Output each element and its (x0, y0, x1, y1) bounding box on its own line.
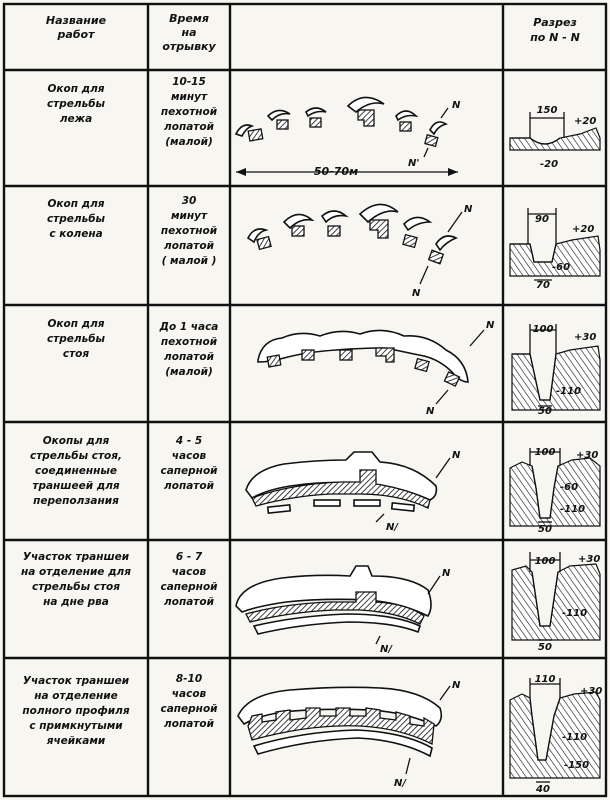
row3-name-line-3: стоя (62, 348, 90, 360)
row2-time-line-1: 30 (181, 195, 197, 207)
row6-dim-depth-1: -110 (562, 732, 588, 743)
row6-time-line-2: часов (171, 688, 207, 700)
row1-time-line-3: пехотной (160, 106, 218, 118)
row6-section (510, 674, 602, 795)
row4-dim-width: 100 (534, 447, 556, 458)
row5-name-line-3: стрельбы стоя (31, 581, 121, 593)
row4-plan (246, 450, 461, 533)
row1-n-label: N (452, 100, 461, 111)
row6-dim-parapet: +30 (580, 686, 603, 697)
row4-dim-bottom: 50 (538, 524, 552, 535)
row3-time-line-3: лопатой (164, 351, 214, 363)
row6-plan (238, 680, 461, 789)
header-section-line-2: по N - N (530, 31, 580, 44)
row6-dim-depth-2: -150 (564, 760, 590, 771)
row1-time-line-5: (малой) (165, 136, 213, 148)
header-time-line-2: на (181, 26, 197, 39)
row5-time-line-4: лопатой (164, 596, 214, 608)
row5-name-line-2: на отделение для (20, 566, 132, 578)
row6-name-line-3: полного профиля (22, 705, 130, 717)
row5-time-line-3: саперной (160, 581, 218, 593)
row5-dim-parapet: +30 (578, 554, 601, 565)
row1-dim-depth: -20 (540, 159, 559, 170)
row3-n2-label: N (426, 406, 435, 417)
row2-time-line-2: минут (170, 210, 208, 222)
row5-plan (236, 566, 451, 655)
row3-dim-parapet: +30 (574, 332, 597, 343)
row3-plan (258, 320, 495, 417)
row2-n1-label: N (464, 204, 473, 215)
row5-name-line-1: Участок траншеи (22, 551, 130, 563)
row4-time-line-4: лопатой (164, 480, 214, 492)
row5-dim-depth: -110 (562, 608, 588, 619)
row1-dim-parapet: +20 (574, 116, 597, 127)
row2-name-line-1: Окоп для (47, 198, 105, 210)
row1-section (510, 105, 600, 170)
row5-dim-bottom: 50 (538, 642, 552, 653)
row4-dim-depth-1: -60 (560, 482, 579, 493)
row1-name-line-1: Окоп для (47, 83, 105, 95)
row4-n1-label: N (452, 450, 461, 461)
row3-section (512, 324, 600, 417)
row4-name-line-2: стрельбы стоя, (29, 450, 123, 462)
row4-name-line-5: переползания (33, 495, 119, 507)
row2-dim-width: 90 (535, 214, 549, 225)
row6-name-line-5: ячейками (46, 735, 106, 747)
row1-time-line-2: минут (170, 91, 208, 103)
row5-name-line-4: на дне рва (43, 596, 109, 608)
header-time-line-3: отрывку (162, 40, 216, 53)
row6-name-line-2: на отделение (34, 690, 118, 702)
row3-name-line-2: стрельбы (46, 333, 106, 345)
row2-dim-depth: -60 (552, 262, 571, 273)
row4-section (510, 447, 600, 535)
row6-time-line-3: саперной (160, 703, 218, 715)
row6-time-line-1: 8-10 (175, 673, 203, 685)
row2-dim-parapet: +20 (572, 224, 595, 235)
header-name-line-1: Название (45, 14, 107, 27)
row4-name-line-4: траншеей для (32, 480, 120, 492)
row6-n1-label: N (452, 680, 461, 691)
row2-plan (248, 204, 473, 299)
header-time-line-1: Время (169, 12, 209, 25)
row4-time-line-1: 4 - 5 (175, 435, 203, 447)
row3-time-line-4: (малой) (165, 366, 213, 378)
row4-n2-label: N/ (386, 522, 399, 533)
row6-n2-label: N/ (394, 778, 407, 789)
row4-time-line-2: часов (171, 450, 207, 462)
row3-n1-label: N (486, 320, 495, 331)
row5-dim-width: 100 (534, 556, 556, 567)
row2-time-line-3: пехотной (160, 225, 218, 237)
row2-n2-label: N (412, 288, 421, 299)
row1-distance-label: 50-70м (313, 165, 359, 178)
row3-dim-bottom: 50 (538, 406, 552, 417)
row6-dim-bottom: 40 (536, 784, 550, 795)
row1-time-line-1: 10-15 (172, 76, 206, 88)
row6-dim-width: 110 (534, 674, 556, 685)
header-name-line-2: работ (57, 28, 95, 41)
row2-time-line-4: лопатой (164, 240, 214, 252)
row3-time-line-1: До 1 часа (159, 321, 219, 333)
row5-time-line-1: 6 - 7 (175, 551, 203, 563)
row2-name-line-2: стрельбы (46, 213, 106, 225)
row3-dim-depth: -110 (556, 386, 582, 397)
row1-plan (236, 97, 461, 178)
row4-time-line-3: саперной (160, 465, 218, 477)
row5-time-line-2: часов (171, 566, 207, 578)
row1-name-line-3: лежа (59, 113, 93, 125)
row2-time-line-5: ( малой ) (161, 255, 217, 267)
row5-n2-label: N/ (380, 644, 393, 655)
row6-name-line-1: Участок траншеи (22, 675, 130, 687)
row5-section (512, 552, 600, 653)
row6-time-line-4: лопатой (164, 718, 214, 730)
row3-time-line-2: пехотной (160, 336, 218, 348)
row4-name-line-1: Окопы для (42, 435, 110, 447)
row3-dim-width: 100 (532, 324, 554, 335)
row6-name-line-4: с примкнутыми (29, 720, 123, 732)
row1-name-line-2: стрельбы (46, 98, 106, 110)
row5-n1-label: N (442, 568, 451, 579)
row2-name-line-3: с колена (49, 228, 103, 240)
row1-time-line-4: лопатой (164, 121, 214, 133)
row3-name-line-1: Окоп для (47, 318, 105, 330)
row4-dim-parapet: +30 (576, 450, 599, 461)
row4-name-line-3: соединенные (35, 465, 117, 477)
row4-dim-depth-2: -110 (560, 504, 586, 515)
row1-dim-width: 150 (536, 105, 558, 116)
row2-section (510, 208, 600, 291)
row1-n2-label: N' (408, 158, 420, 169)
header-section-line-1: Разрез (533, 16, 577, 29)
row2-dim-bottom: 70 (536, 280, 550, 291)
